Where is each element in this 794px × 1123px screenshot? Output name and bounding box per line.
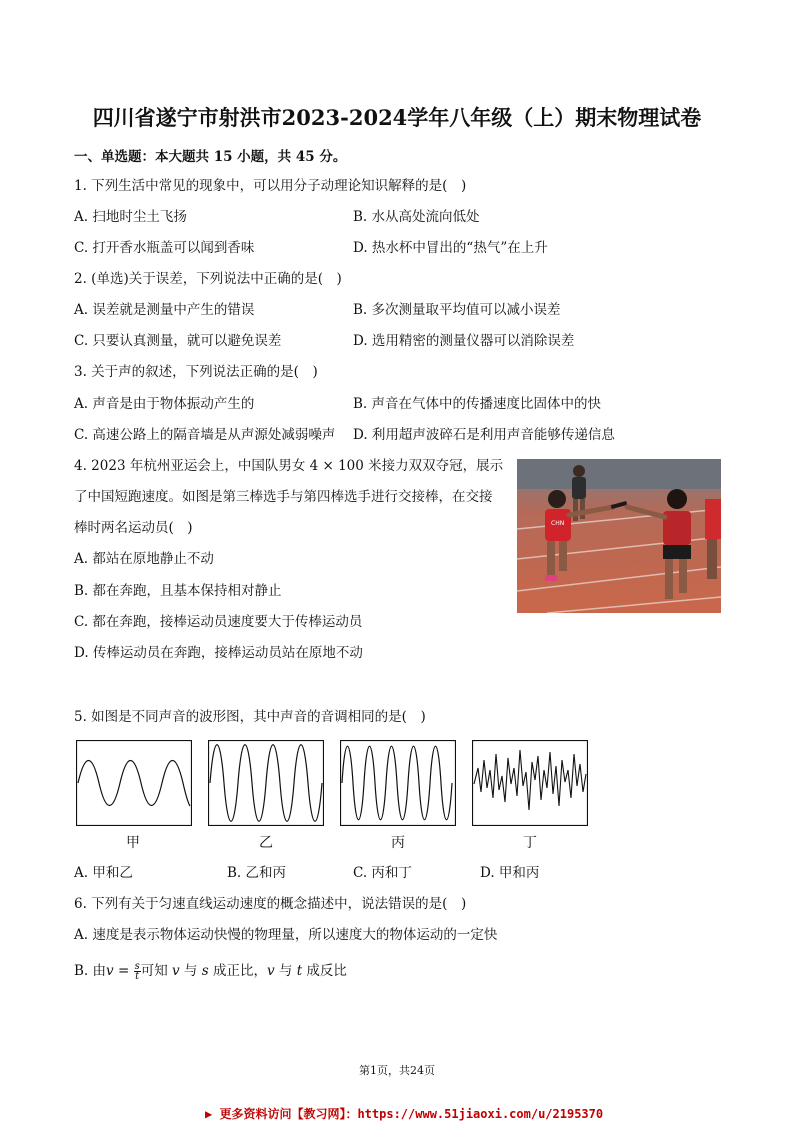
relay-photo	[517, 459, 721, 613]
q6-b-text-1: 可知	[140, 963, 172, 979]
section-heading: 一、单选题：本大题共 15 小题，共 45 分。	[74, 149, 347, 165]
q3-option-a: A. 声音是由于物体振动产生的	[74, 396, 255, 412]
q2-option-a: A. 误差就是测量中产生的错误	[74, 302, 255, 318]
q6-b-var-t: t	[296, 963, 303, 979]
q1-option-d: D. 热水杯中冒出的“热气”在上升	[353, 240, 548, 256]
waveform-yi	[208, 740, 324, 826]
q2-option-b: B. 多次测量取平均值可以减小误差	[353, 302, 561, 318]
waveform-label-bing: 丙	[391, 835, 405, 851]
q6-b-var-v3: v	[266, 963, 275, 979]
runner-bib: CHN	[551, 520, 565, 527]
q3-option-c: C. 高速公路上的隔音墙是从声源处减弱噪声	[74, 427, 336, 443]
q6-b-text-5: 成反比	[302, 963, 347, 979]
page-title: 四川省遂宁市射洪市2023-2024学年八年级（上）期末物理试卷	[92, 105, 702, 130]
q5-option-c: C. 丙和丁	[353, 865, 412, 881]
q1-option-a: A. 扫地时尘土飞扬	[74, 209, 187, 225]
q6-option-a: A. 速度是表示物体运动快慢的物理量，所以速度大的物体运动的一定快	[74, 927, 498, 943]
q2-stem: 2. (单选)关于误差，下列说法中正确的是( )	[74, 271, 342, 287]
page-footer: 第1页，共24页	[359, 1064, 435, 1077]
q2-option-d: D. 选用精密的测量仪器可以消除误差	[353, 333, 575, 349]
q4-stem-line2: 了中国短跑速度。如图是第三棒选手与第四棒选手进行交接棒，在交接	[74, 489, 493, 505]
q6-b-prefix: B. 由	[74, 963, 107, 979]
q4-option-c: C. 都在奔跑，接棒运动员速度要大于传棒运动员	[74, 614, 363, 630]
waveform-bing	[340, 740, 456, 826]
q6-option-b	[74, 962, 347, 981]
waveform-ding	[472, 740, 588, 826]
waveform-jia	[76, 740, 192, 826]
q6-b-denominator: t	[135, 971, 140, 982]
q1-stem: 1. 下列生活中常见的现象中，可以用分子动理论知识解释的是( )	[74, 178, 467, 194]
q4-stem-line1: 4. 2023 年杭州亚运会上，中国队男女 4 × 100 米接力双双夺冠，展示	[74, 458, 504, 474]
q2-option-c: C. 只要认真测量，就可以避免误差	[74, 333, 282, 349]
q6-b-text-4: 与	[274, 963, 297, 979]
q5-option-a: A. 甲和乙	[74, 865, 133, 881]
q6-stem: 6. 下列有关于匀速直线运动速度的概念描述中，说法错误的是( )	[74, 896, 467, 912]
q5-option-d: D. 甲和丙	[480, 865, 540, 881]
resource-link[interactable]: ▶ 更多资料访问【教习网】：https://www.51jiaoxi.com/u/2195370	[205, 1107, 604, 1121]
q5-option-b: B. 乙和丙	[227, 865, 287, 881]
q6-b-text-3: 成正比，	[208, 963, 267, 979]
q4-stem-line3: 棒时两名运动员( )	[74, 520, 193, 536]
q4-option-d: D. 传棒运动员在奔跑，接棒运动员站在原地不动	[74, 645, 363, 661]
q4-option-b: B. 都在奔跑，且基本保持相对静止	[74, 583, 282, 599]
q6-b-text-2: 与	[179, 963, 202, 979]
q1-option-c: C. 打开香水瓶盖可以闻到香味	[74, 240, 255, 256]
waveform-label-ding: 丁	[523, 835, 537, 851]
q1-option-b: B. 水从高处流向低处	[353, 209, 480, 225]
q6-b-var-s: s	[201, 963, 209, 979]
q4-option-a: A. 都站在原地静止不动	[74, 551, 214, 567]
q3-option-b: B. 声音在气体中的传播速度比固体中的快	[353, 396, 602, 412]
q6-b-fraction	[134, 962, 141, 981]
q3-option-d: D. 利用超声波碎石是利用声音能够传递信息	[353, 427, 615, 443]
q5-stem: 5. 如图是不同声音的波形图，其中声音的音调相同的是( )	[74, 709, 426, 725]
q6-b-equals: =	[113, 963, 134, 979]
waveform-label-yi: 乙	[259, 835, 273, 851]
q6-b-var-v: v	[106, 963, 114, 979]
q6-b-var-v2: v	[172, 963, 180, 979]
q3-stem: 3. 关于声的叙述，下列说法正确的是( )	[74, 364, 318, 380]
q6-b-numerator: s	[134, 961, 140, 972]
waveform-label-jia: 甲	[126, 835, 140, 851]
